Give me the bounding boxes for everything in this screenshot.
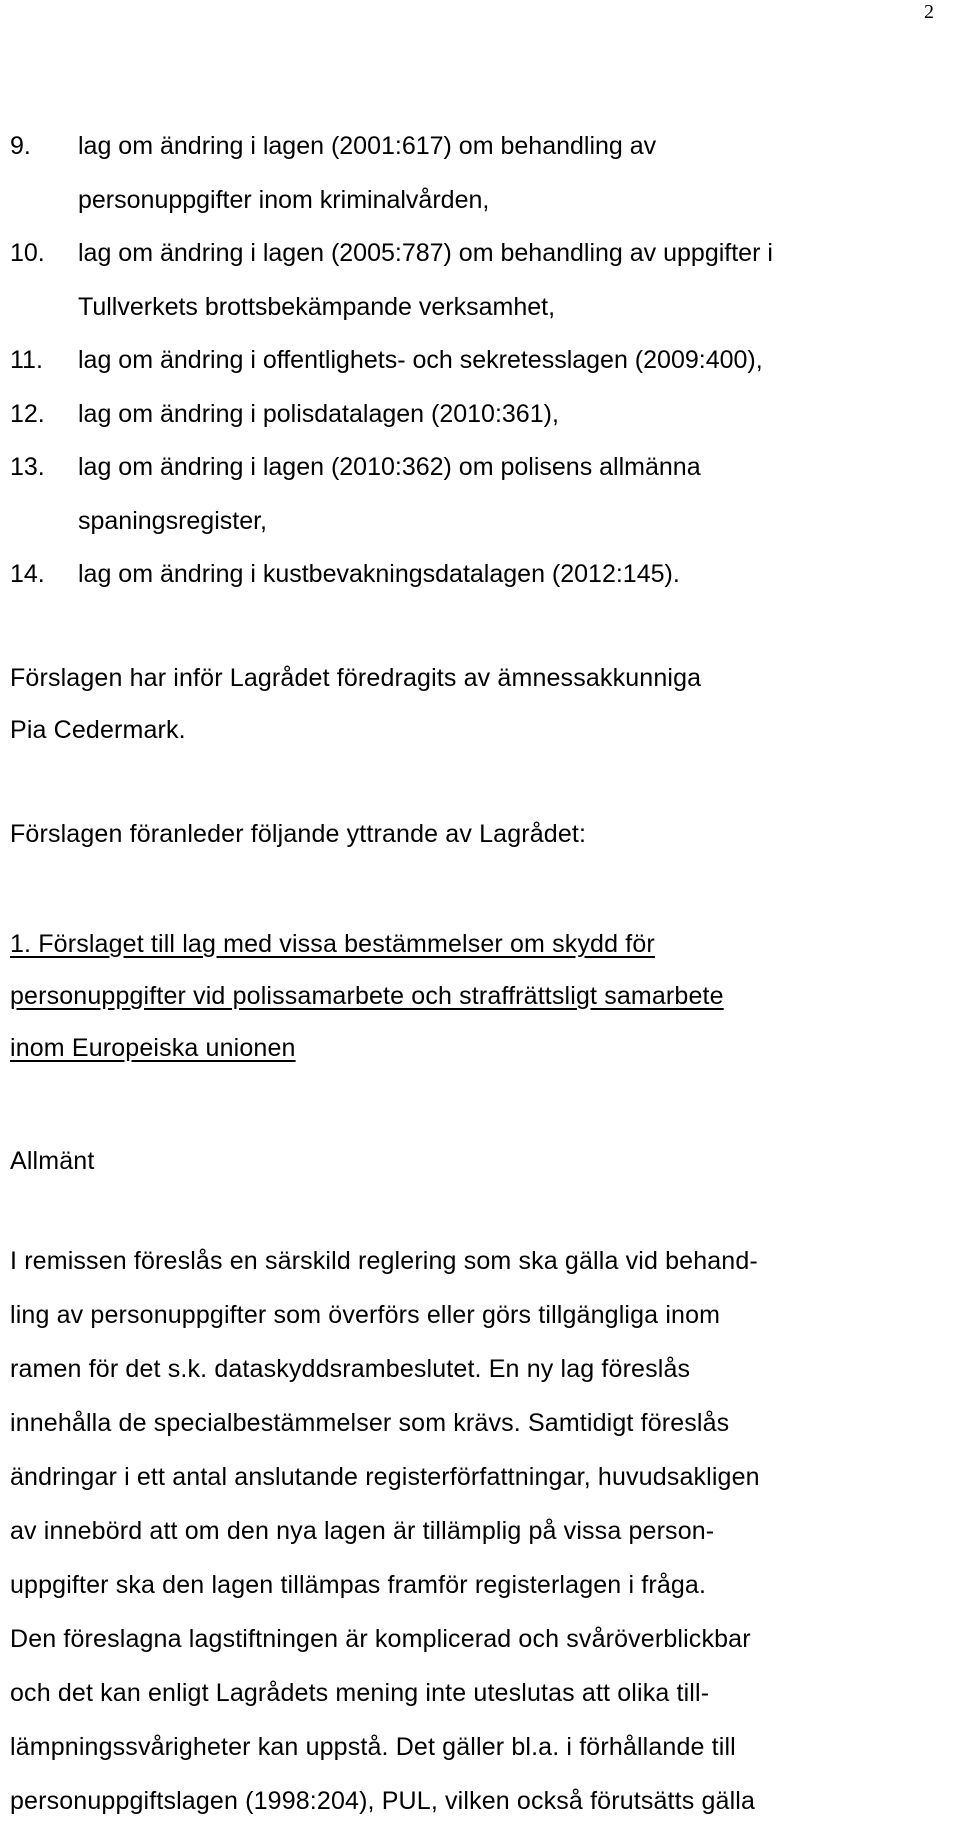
list-item: [10, 120, 950, 227]
paragraph-line: Förslagen har inför Lagrådet föredragits av ämnessakkunniga: [10, 664, 702, 692]
body-paragraph-2: [10, 1612, 950, 1828]
amendment-list: [10, 120, 950, 602]
list-item-text: [78, 388, 950, 442]
list-item-number: 11.: [10, 346, 43, 374]
section-heading: [10, 918, 950, 1074]
list-item-number: 12.: [10, 399, 45, 428]
heading-line: personuppgifter vid polissamarbete och straffrättsligt samarbete: [10, 982, 724, 1010]
list-item: [10, 388, 950, 442]
list-item: [10, 334, 950, 388]
list-item-line: lag om ändring i lagen (2001:617) om behandling av: [78, 132, 657, 160]
heading-line: inom Europeiska unionen: [10, 1034, 296, 1062]
list-item-number: 14.: [10, 560, 45, 588]
list-item-text: [78, 120, 950, 227]
paragraph-line: och det kan enligt Lagrådets mening inte uteslutas att olika till-: [10, 1679, 710, 1707]
body-paragraph-1: [10, 1234, 950, 1612]
list-item-line: lag om ändring i kustbevakningsdatalagen (2012:145).: [78, 560, 680, 588]
list-item-text: [78, 227, 950, 334]
paragraph-line: uppgifter ska den lagen tillämpas framför registerlagen i fråga.: [10, 1571, 707, 1599]
paragraph-line: ramen för det s.k. dataskyddsrambeslutet. En ny lag föreslås: [10, 1355, 691, 1383]
paragraph-line: innehålla de specialbestämmelser som krävs. Samtidigt föreslås: [10, 1409, 730, 1437]
list-item-line: lag om ändring i lagen (2010:362) om polisens allmänna: [78, 453, 701, 481]
list-item-number: 10.: [10, 239, 45, 267]
paragraph-line: Den föreslagna lagstiftningen är komplicerad och svåröverblickbar: [10, 1625, 751, 1653]
list-item-number: 9.: [10, 132, 31, 160]
list-item-text: [78, 548, 950, 602]
subheading-text: Allmänt: [10, 1147, 95, 1175]
list-item-number: 13.: [10, 453, 45, 481]
list-item-line: lag om ändring i polisdatalagen (2010:361),: [78, 399, 559, 428]
paragraph-line: I remissen föreslås en särskild reglering som ska gälla vid behand-: [10, 1247, 758, 1275]
paragraph-line: lämpningssvårigheter kan uppstå. Det gäller bl.a. i förhållande till: [10, 1733, 736, 1761]
list-item-text: [78, 334, 950, 388]
paragraph-line: personuppgiftslagen (1998:204), PUL, vilken också förutsätts gälla: [10, 1787, 756, 1815]
paragraph-line: ändringar i ett antal anslutande registerförfattningar, huvudsakligen: [10, 1463, 760, 1491]
list-item: [10, 441, 950, 548]
paragraph-line: Förslagen föranleder följande yttrande av Lagrådet:: [10, 820, 587, 848]
list-item-text: [78, 441, 950, 548]
paragraph-line: Pia Cedermark.: [10, 716, 186, 744]
page-number: 2: [924, 1, 934, 23]
statement-paragraph: [10, 808, 950, 860]
list-item: [10, 548, 950, 602]
list-item-line: spaningsregister,: [78, 506, 268, 535]
paragraph-line: av innebörd att om den nya lagen är tillämplig på vissa person-: [10, 1517, 715, 1545]
presentation-paragraph: [10, 652, 950, 756]
list-item-line: lag om ändring i lagen (2005:787) om behandling av uppgifter i: [78, 239, 773, 267]
list-item: [10, 227, 950, 334]
list-item-line: personuppgifter inom kriminalvården,: [78, 185, 490, 214]
list-item-line: Tullverkets brottsbekämpande verksamhet,: [78, 292, 556, 321]
subheading: [10, 1135, 950, 1187]
list-item-line: lag om ändring i offentlighets- och sekretesslagen (2009:400),: [78, 346, 763, 374]
heading-line: 1. Förslaget till lag med vissa bestämmelser om skydd för: [10, 930, 655, 958]
paragraph-line: ling av personuppgifter som överförs eller görs tillgängliga inom: [10, 1301, 721, 1329]
